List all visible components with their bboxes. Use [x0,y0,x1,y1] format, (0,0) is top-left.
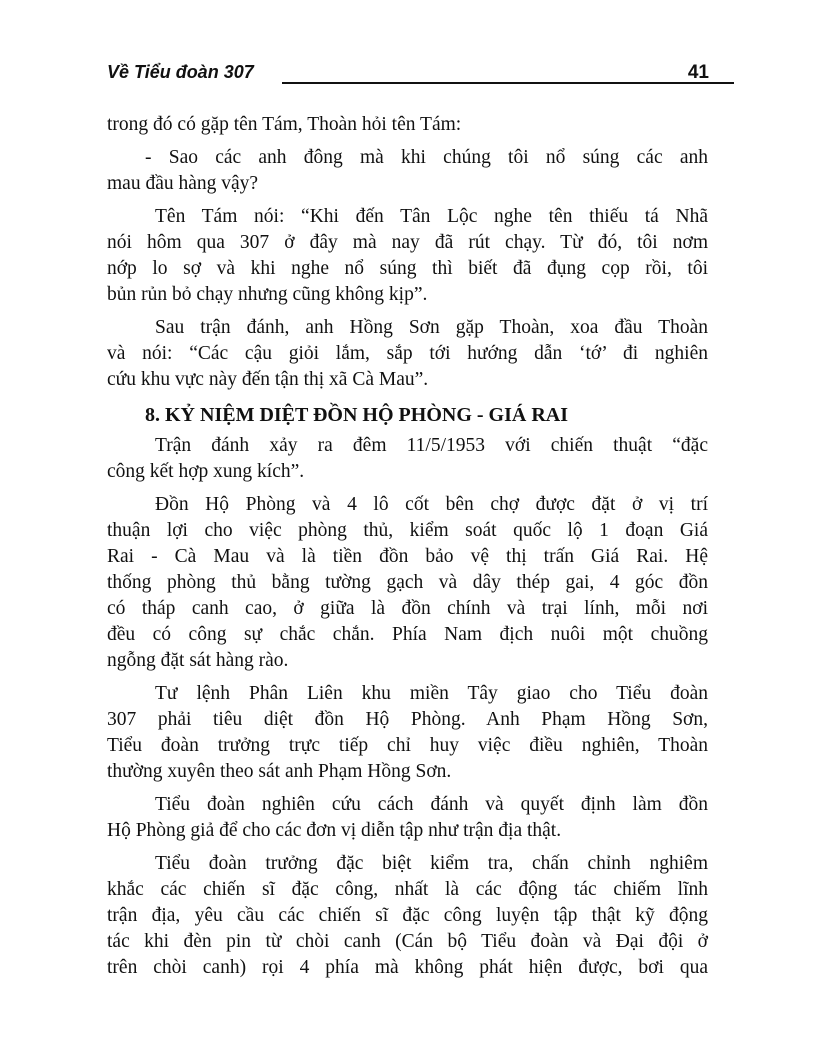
text-line: cứu khu vực này đến tận thị xã Cà Mau”. [107,369,429,390]
page-number: 41 [687,62,709,83]
text-line: Tiểu đoàn trưởng trực tiếp chỉ huy việc điều nghiên, Thoàn [107,735,708,756]
paragraph [107,112,708,138]
paragraph [107,315,708,393]
paragraph [107,851,708,981]
text-line: công kết hợp xung kích”. [107,461,305,482]
paragraph [107,145,708,197]
text-line: nói hôm qua 307 ở đây mà nay đã rút chạy. Từ đó, tôi nơm [107,232,708,253]
text-line: Hộ Phòng giả để cho các đơn vị diễn tập như trận địa thật. [107,820,562,841]
text-line: Tên Tám nói: “Khi đến Tân Lộc nghe tên thiếu tá Nhã [155,206,708,227]
text-line: thống phòng thủ bằng tường gạch và dây thép gai, 4 góc đồn [107,572,708,593]
text-line: tác khi đèn pin từ chòi canh (Cán bộ Tiểu đoàn và Đại đội ở [107,931,708,952]
text-line: trận địa, yêu cầu các chiến sĩ đặc công luyện tập thật kỹ động [107,905,708,926]
paragraph [107,792,708,844]
text-line: Sau trận đánh, anh Hồng Sơn gặp Thoàn, xoa đầu Thoàn [155,317,708,338]
text-line: thường xuyên theo sát anh Phạm Hồng Sơn. [107,761,452,782]
text-line: - Sao các anh đông mà khi chúng tôi nổ súng các anh [145,147,708,168]
running-header [107,62,709,92]
paragraph [107,433,708,485]
text-line: Tiểu đoàn trưởng đặc biệt kiểm tra, chấn chỉnh nghiêm [155,853,708,874]
text-line: Đồn Hộ Phòng và 4 lô cốt bên chợ được đặt ở vị trí [155,494,708,515]
text-line: thuận lợi cho việc phòng thủ, kiểm soát quốc lộ 1 đoạn Giá [107,520,708,541]
paragraph [107,681,708,785]
text-line: có tháp canh cao, ở giữa là đồn chính và trại lính, mỗi nơi [107,598,708,619]
text-line: đều có công sự chắc chắn. Phía Nam địch nuôi một chuồng [107,624,708,645]
section-heading: 8. KỶ NIỆM DIỆT ĐỒN HỘ PHÒNG - GIÁ RAI [145,404,568,426]
text-line: mau đầu hàng vậy? [107,173,259,194]
text-line: trên chòi canh) rọi 4 phía mà không phát hiện được, bơi qua [107,957,708,978]
text-line: khắc các chiến sĩ đặc công, nhất là các động tác chiếm lĩnh [107,879,708,900]
paragraph [107,492,708,674]
text-line: 307 phải tiêu diệt đồn Hộ Phòng. Anh Phạm Hồng Sơn, [107,709,708,730]
text-line: ngỗng đặt sát hàng rào. [107,650,289,671]
paragraph [107,204,708,308]
text-line: bủn rủn bỏ chạy nhưng cũng không kịp”. [107,284,428,305]
text-line: Trận đánh xảy ra đêm 11/5/1953 với chiến thuật “đặc [155,435,708,456]
text-line: nớp lo sợ và khi nghe nổ súng thì biết đã đụng cọp rồi, tôi [107,258,708,279]
text-line: Rai - Cà Mau và là tiền đồn bảo vệ thị trấn Giá Rai. Hệ [107,546,708,567]
text-line: trong đó có gặp tên Tám, Thoàn hỏi tên Tám: [107,114,462,135]
header-rule [282,82,734,84]
text-line: Tư lệnh Phân Liên khu miền Tây giao cho Tiểu đoàn [155,683,708,704]
running-title: Về Tiểu đoàn 307 [107,62,254,82]
page-body [107,112,708,988]
text-line: và nói: “Các cậu giỏi lắm, sắp tới hướng dẫn ‘tớ’ đi nghiên [107,343,708,364]
text-line: Tiểu đoàn nghiên cứu cách đánh và quyết định làm đồn [155,794,708,815]
